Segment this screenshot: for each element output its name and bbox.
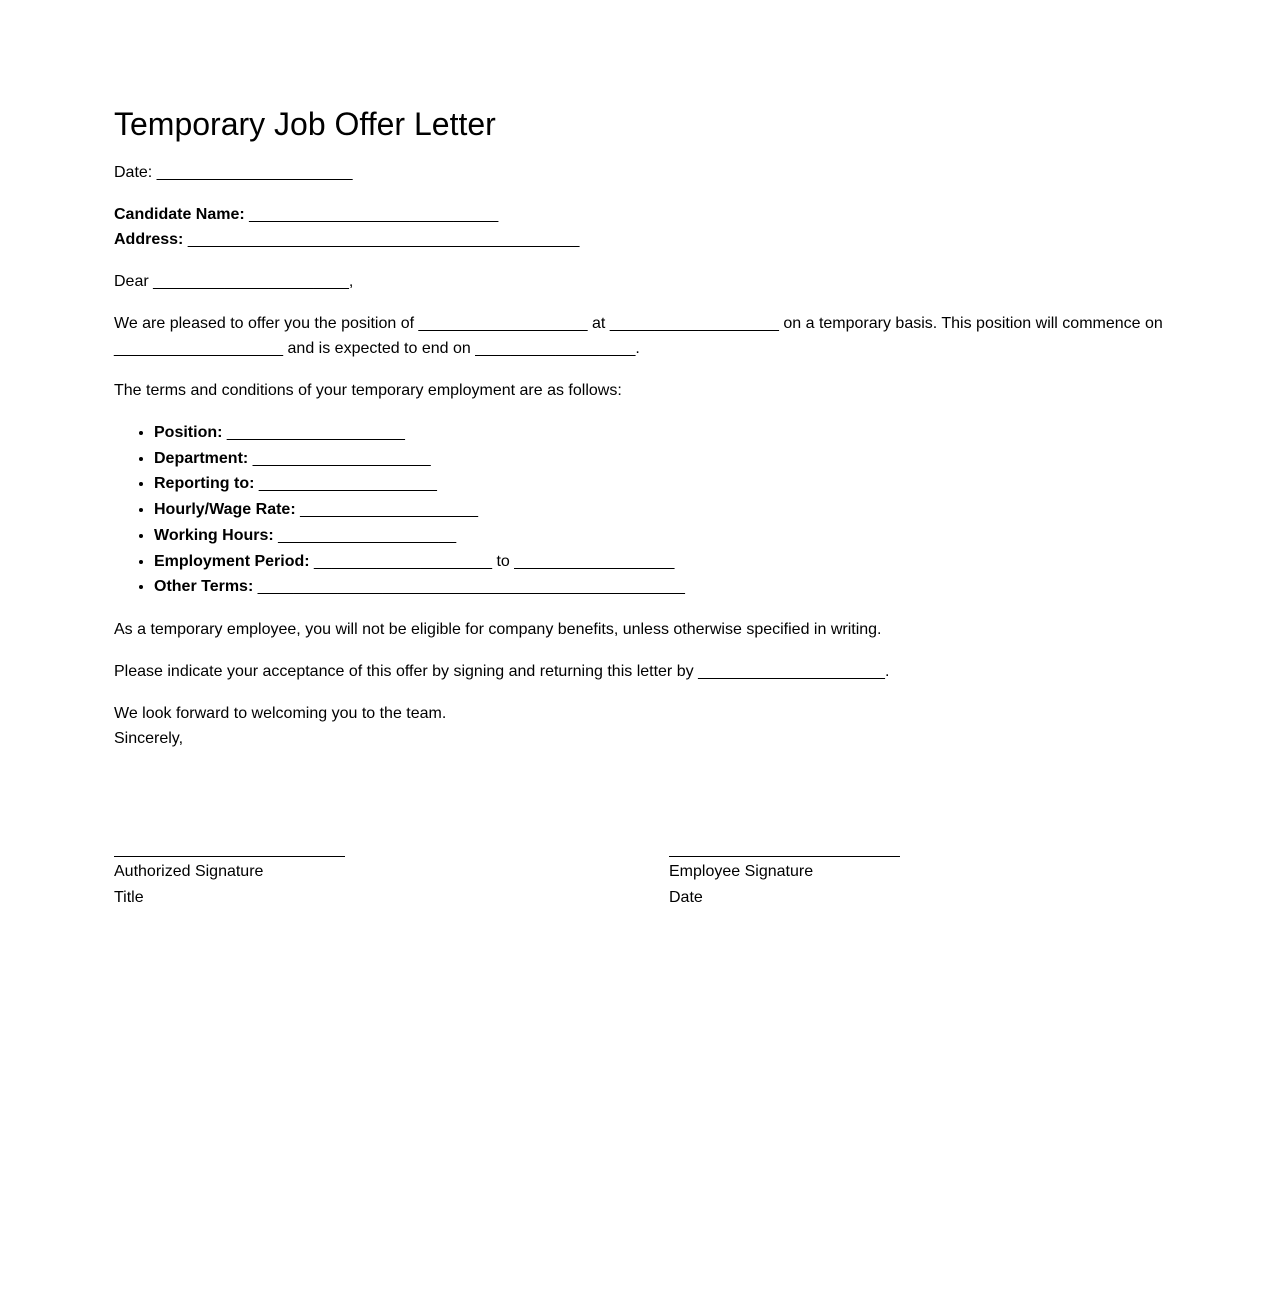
acceptance-text: Please indicate your acceptance of this offer by signing and returning this letter by [114,662,694,680]
employee-signature-line [669,836,900,857]
closing-sincerely: Sincerely, [114,729,184,747]
term-blank: ____________________ [226,424,405,441]
date-label: Date: [114,164,153,181]
address-label: Address: [114,231,184,248]
date-line [114,160,1174,185]
term-to: to [496,552,510,570]
employee-signature-block [669,836,900,911]
authorized-title-label: Title [114,889,144,906]
candidate-name-blank: ____________________________ [249,206,499,223]
authorized-signature-line [114,836,345,857]
term-blank-2: __________________ [514,552,675,570]
term-blank: ____________________ [252,449,431,467]
candidate-block [114,202,1174,252]
acceptance-blank: _____________________ [698,662,885,680]
term-blank: ____________________ [314,552,492,570]
salutation-blank: ______________________ [153,273,349,290]
terms-list [114,420,1174,600]
term-label: Other Terms: [154,578,254,596]
date-blank: ______________________ [156,164,353,181]
benefits-paragraph: As a temporary employee, you will not be eligible for company benefits, unless otherwise specified in writing. [114,620,882,638]
employee-signature-label: Employee Signature [669,863,814,880]
term-label: Department: [154,449,249,467]
term-blank: ________________________________________________ [257,578,685,596]
intro-blank-end: __________________ [475,340,636,357]
term-item-wage-rate [154,497,1174,523]
intro-text-3: on a temporary basis. This position will commence on [783,315,1163,332]
employee-date-label: Date [669,889,703,906]
closing-line: We look forward to welcoming you to the team. [114,704,447,722]
acceptance-period: . [884,662,890,680]
intro-text-1: We are pleased to offer you the position of [114,315,415,332]
term-blank: ____________________ [278,526,457,544]
acceptance-paragraph [114,659,1174,684]
term-item-department [154,446,1174,472]
term-item-other-terms [154,574,1174,600]
salutation [114,269,1174,294]
term-label: Position: [154,424,223,441]
salutation-text: Dear [114,273,149,290]
term-label: Working Hours: [154,526,274,544]
term-label: Employment Period: [154,552,310,570]
intro-text-2: at [592,315,606,332]
authorized-signature-block [114,836,345,911]
intro-blank-company: ___________________ [609,315,779,332]
closing [114,701,1174,751]
term-blank: ____________________ [258,475,437,493]
page-title: Temporary Job Offer Letter [114,106,496,142]
term-label: Hourly/Wage Rate: [154,501,296,519]
terms-intro: The terms and conditions of your temporary employment are as follows: [114,382,622,399]
term-blank: ____________________ [300,501,479,519]
intro-paragraph [114,311,1174,361]
address-blank: ____________________________________________ [187,231,580,248]
salutation-comma: , [348,273,354,290]
candidate-name-label: Candidate Name: [114,206,245,223]
term-item-reporting-to [154,471,1174,497]
authorized-signature-label: Authorized Signature [114,863,264,880]
letter-content [114,104,1174,768]
intro-text-4: and is expected to end on [287,340,471,357]
intro-blank-start: ___________________ [114,340,284,357]
term-item-working-hours [154,523,1174,549]
term-item-position [154,420,1174,446]
term-label: Reporting to: [154,475,255,493]
intro-period: . [635,340,640,357]
term-item-employment-period [154,549,1174,575]
intro-blank-position: ___________________ [418,315,588,332]
